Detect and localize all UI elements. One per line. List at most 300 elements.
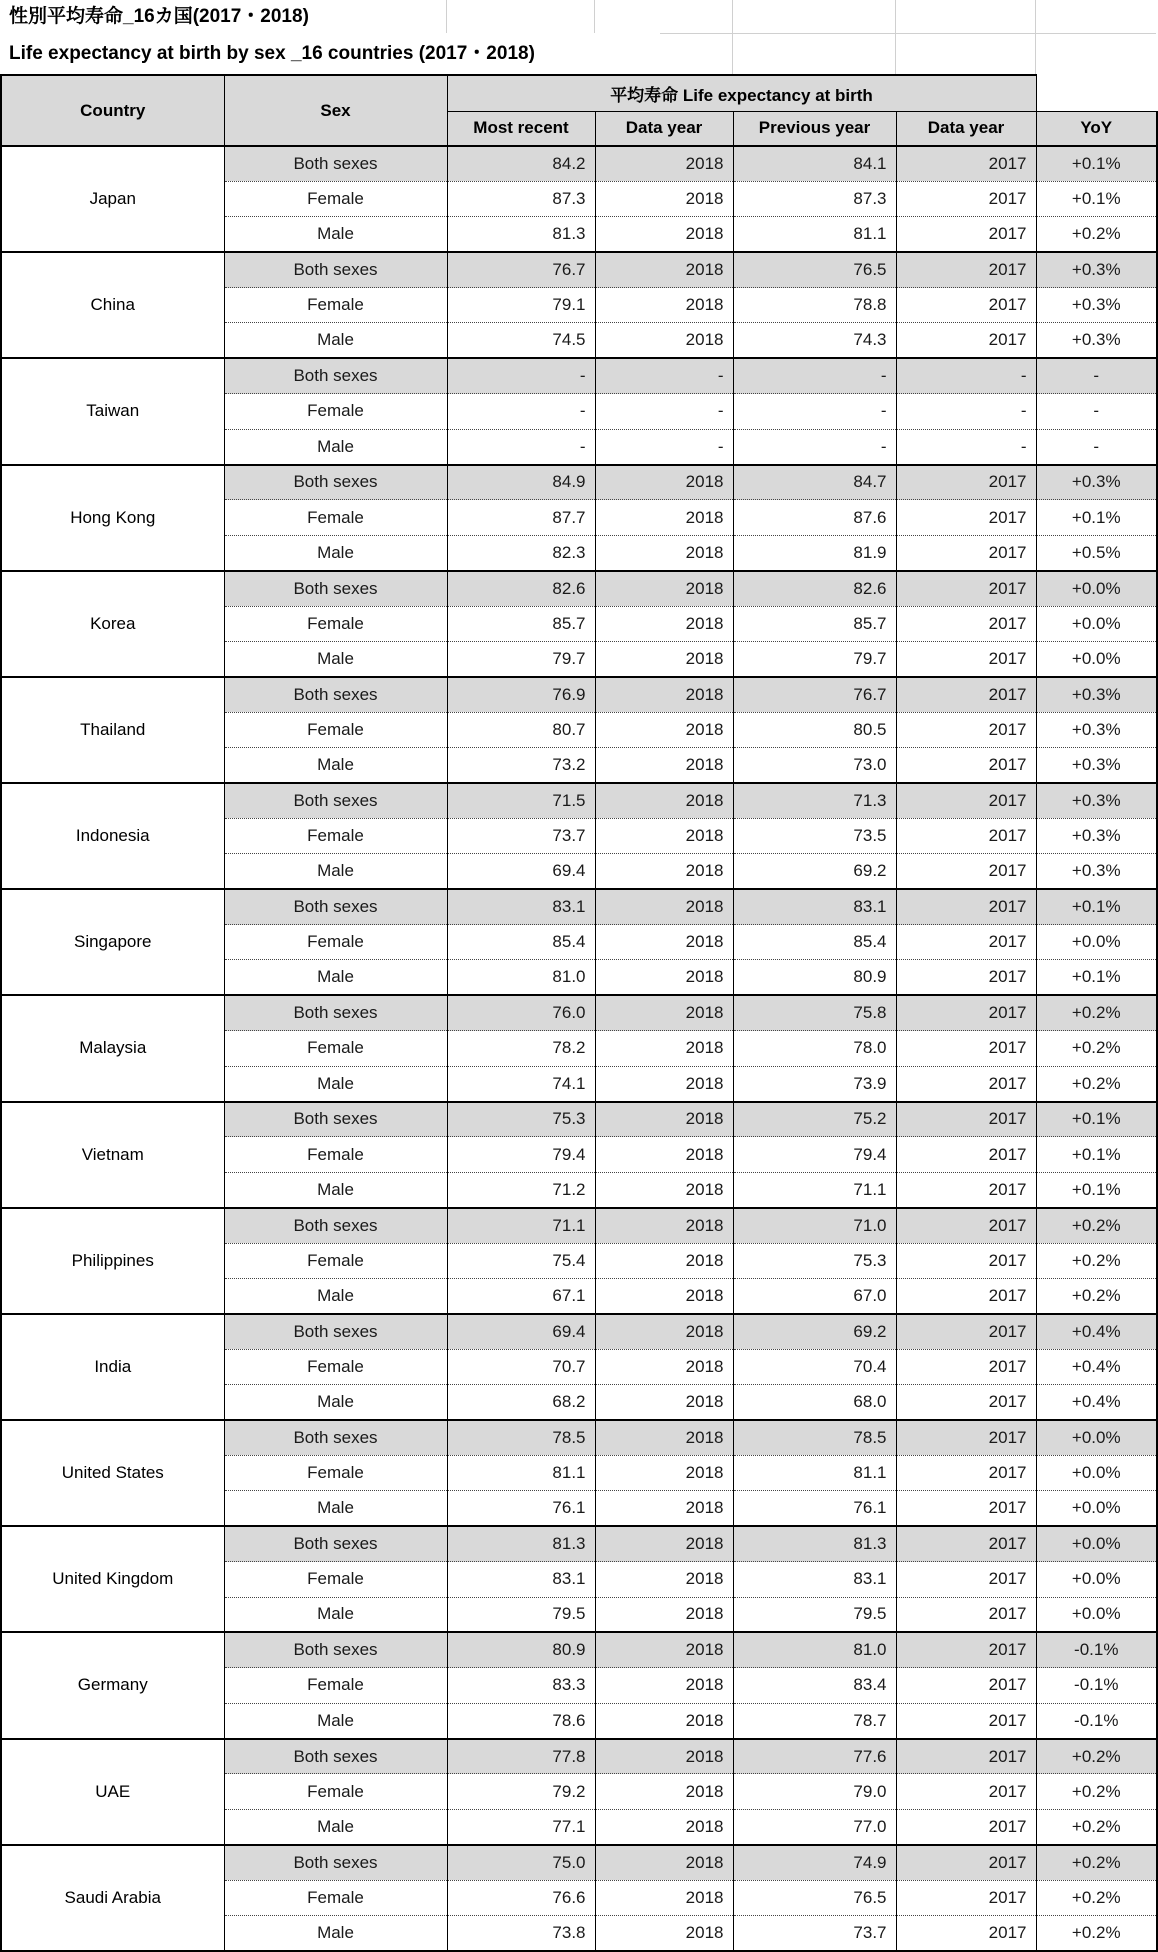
most-recent-cell: 75.3	[447, 1102, 595, 1137]
yoy-cell: +0.1%	[1036, 181, 1157, 216]
previous-year-cell: 73.0	[733, 748, 896, 783]
table-row	[1, 995, 1157, 1030]
yoy-cell: +0.0%	[1036, 925, 1157, 960]
most-recent-cell: 84.9	[447, 465, 595, 500]
previous-year-cell: 83.1	[733, 1562, 896, 1597]
table-row	[1, 1420, 1157, 1455]
data-year-cell: 2018	[595, 1208, 733, 1243]
previous-year-cell: 82.6	[733, 571, 896, 606]
previous-year-cell: 81.0	[733, 1632, 896, 1667]
previous-year-cell: 73.9	[733, 1066, 896, 1101]
yoy-cell: +0.2%	[1036, 995, 1157, 1030]
yoy-cell: +0.1%	[1036, 1102, 1157, 1137]
yoy-cell: -0.1%	[1036, 1668, 1157, 1703]
sex-cell: Male	[224, 429, 447, 464]
yoy-cell: +0.1%	[1036, 1137, 1157, 1172]
previous-year-cell: 76.7	[733, 677, 896, 712]
yoy-column-header: YoY	[1036, 111, 1157, 146]
data-year-cell: 2018	[595, 1774, 733, 1809]
data-year-cell: 2018	[595, 1314, 733, 1349]
yoy-cell: +0.3%	[1036, 677, 1157, 712]
most-recent-cell: -	[447, 394, 595, 429]
sex-cell: Female	[224, 1137, 447, 1172]
data-year-cell: 2018	[595, 1420, 733, 1455]
previous-year-cell: 80.5	[733, 712, 896, 747]
yoy-cell: +0.1%	[1036, 500, 1157, 535]
data-year-cell: 2018	[595, 783, 733, 818]
country-cell: Vietnam	[1, 1102, 224, 1208]
table-body	[1, 146, 1157, 1951]
gridline	[1035, 0, 1036, 74]
data-year-cell: 2018	[595, 288, 733, 323]
most-recent-cell: 74.5	[447, 323, 595, 358]
yoy-cell: +0.2%	[1036, 1031, 1157, 1066]
most-recent-cell: 83.3	[447, 1668, 595, 1703]
sex-cell: Male	[224, 854, 447, 889]
sex-cell: Female	[224, 1031, 447, 1066]
country-column-header: Country	[1, 75, 224, 146]
data-year-cell: 2018	[595, 854, 733, 889]
table-row	[1, 783, 1157, 818]
yoy-cell: +0.4%	[1036, 1314, 1157, 1349]
previous-year-cell: 83.1	[733, 889, 896, 924]
sex-cell: Male	[224, 1491, 447, 1526]
sex-cell: Both sexes	[224, 1526, 447, 1561]
previous-data-year-cell: 2017	[896, 1597, 1036, 1632]
most-recent-cell: 83.1	[447, 889, 595, 924]
most-recent-cell: 81.1	[447, 1455, 595, 1490]
data-year-cell: 2018	[595, 1880, 733, 1915]
table-row	[1, 1526, 1157, 1561]
previous-year-cell: 85.7	[733, 606, 896, 641]
empty-corner-cell	[1036, 75, 1157, 111]
yoy-cell: +0.2%	[1036, 1916, 1157, 1951]
previous-data-year-cell: 2017	[896, 960, 1036, 995]
previous-year-cell: 77.6	[733, 1739, 896, 1774]
data-year-cell: 2018	[595, 925, 733, 960]
data-year-cell: 2018	[595, 1102, 733, 1137]
previous-data-year-cell: 2017	[896, 1774, 1036, 1809]
previous-data-year-cell: 2017	[896, 1668, 1036, 1703]
country-cell: UAE	[1, 1739, 224, 1845]
most-recent-cell: 75.0	[447, 1845, 595, 1880]
most-recent-cell: 69.4	[447, 854, 595, 889]
data-year-cell: 2018	[595, 217, 733, 252]
previous-year-cell: 69.2	[733, 854, 896, 889]
previous-year-cell: 71.3	[733, 783, 896, 818]
previous-year-cell: 75.8	[733, 995, 896, 1030]
data-year-cell: 2018	[595, 1809, 733, 1844]
most-recent-cell: 76.9	[447, 677, 595, 712]
previous-year-cell: 87.6	[733, 500, 896, 535]
sex-cell: Female	[224, 1349, 447, 1384]
yoy-cell: +0.1%	[1036, 960, 1157, 995]
data-year-cell: 2018	[595, 1491, 733, 1526]
previous-year-cell: 70.4	[733, 1349, 896, 1384]
data-year-column-header: Data year	[595, 111, 733, 146]
previous-data-year-cell: 2017	[896, 1066, 1036, 1101]
previous-year-cell: 76.5	[733, 252, 896, 287]
sex-cell: Female	[224, 925, 447, 960]
previous-data-year-cell: 2017	[896, 1314, 1036, 1349]
previous-data-year-cell: 2017	[896, 1632, 1036, 1667]
most-recent-cell: 81.3	[447, 217, 595, 252]
previous-data-year-cell: 2017	[896, 995, 1036, 1030]
data-year-cell: 2018	[595, 465, 733, 500]
sex-cell: Female	[224, 1880, 447, 1915]
yoy-cell: +0.2%	[1036, 1066, 1157, 1101]
gridline	[895, 0, 896, 74]
yoy-cell: -0.1%	[1036, 1703, 1157, 1738]
previous-year-cell: 71.1	[733, 1172, 896, 1207]
most-recent-cell: 76.1	[447, 1491, 595, 1526]
yoy-cell: -	[1036, 394, 1157, 429]
data-year-cell: 2018	[595, 535, 733, 570]
most-recent-cell: 87.7	[447, 500, 595, 535]
previous-year-cell: 79.4	[733, 1137, 896, 1172]
sex-cell: Both sexes	[224, 1420, 447, 1455]
previous-data-year-cell: 2017	[896, 1845, 1036, 1880]
yoy-cell: +0.0%	[1036, 1491, 1157, 1526]
most-recent-cell: 79.4	[447, 1137, 595, 1172]
data-year-cell: 2018	[595, 323, 733, 358]
data-year-cell: -	[595, 429, 733, 464]
data-year-cell: 2018	[595, 1349, 733, 1384]
sex-cell: Both sexes	[224, 1845, 447, 1880]
previous-year-cell: 69.2	[733, 1314, 896, 1349]
previous-data-year-cell: -	[896, 429, 1036, 464]
sex-cell: Both sexes	[224, 1208, 447, 1243]
most-recent-cell: 85.7	[447, 606, 595, 641]
country-cell: India	[1, 1314, 224, 1420]
data-year-cell: 2018	[595, 818, 733, 853]
data-year-cell: 2018	[595, 1243, 733, 1278]
most-recent-cell: 70.7	[447, 1349, 595, 1384]
sex-cell: Female	[224, 606, 447, 641]
yoy-cell: +0.3%	[1036, 854, 1157, 889]
previous-data-year-cell: 2017	[896, 677, 1036, 712]
gridline	[446, 0, 447, 33]
data-year-cell: 2018	[595, 1066, 733, 1101]
previous-data-year-cell: 2017	[896, 1172, 1036, 1207]
most-recent-cell: 78.5	[447, 1420, 595, 1455]
previous-data-year-cell: 2017	[896, 1809, 1036, 1844]
data-year-cell: 2018	[595, 995, 733, 1030]
most-recent-cell: 82.3	[447, 535, 595, 570]
data-year-cell: 2018	[595, 1739, 733, 1774]
previous-year-cell: 80.9	[733, 960, 896, 995]
most-recent-cell: 75.4	[447, 1243, 595, 1278]
previous-data-year-cell: 2017	[896, 571, 1036, 606]
previous-year-cell: 81.9	[733, 535, 896, 570]
previous-data-year-cell: 2017	[896, 889, 1036, 924]
yoy-cell: +0.3%	[1036, 748, 1157, 783]
sex-cell: Female	[224, 181, 447, 216]
yoy-cell: +0.2%	[1036, 1739, 1157, 1774]
data-year-cell: 2018	[595, 181, 733, 216]
sex-cell: Male	[224, 535, 447, 570]
previous-year-cell: 78.0	[733, 1031, 896, 1066]
previous-year-cell: 75.2	[733, 1102, 896, 1137]
sex-cell: Both sexes	[224, 677, 447, 712]
sex-cell: Both sexes	[224, 252, 447, 287]
previous-data-year-cell: 2017	[896, 1208, 1036, 1243]
sex-cell: Male	[224, 1916, 447, 1951]
previous-data-year-cell: 2017	[896, 323, 1036, 358]
most-recent-cell: 79.5	[447, 1597, 595, 1632]
most-recent-cell: 76.6	[447, 1880, 595, 1915]
sex-cell: Female	[224, 394, 447, 429]
previous-year-column-header: Previous year	[733, 111, 896, 146]
previous-year-cell: -	[733, 429, 896, 464]
most-recent-cell: 73.2	[447, 748, 595, 783]
previous-data-year-cell: 2017	[896, 1880, 1036, 1915]
sex-cell: Both sexes	[224, 889, 447, 924]
yoy-cell: +0.3%	[1036, 323, 1157, 358]
life-expectancy-group-header: 平均寿命 Life expectancy at birth	[447, 75, 1036, 111]
sex-cell: Female	[224, 1562, 447, 1597]
previous-data-year-cell: 2017	[896, 1243, 1036, 1278]
table-row	[1, 1314, 1157, 1349]
previous-year-cell: -	[733, 358, 896, 393]
country-cell: Thailand	[1, 677, 224, 783]
table-row	[1, 677, 1157, 712]
previous-year-cell: 79.7	[733, 641, 896, 676]
previous-data-year-cell: 2017	[896, 1455, 1036, 1490]
previous-data-year-cell: 2017	[896, 252, 1036, 287]
country-cell: Malaysia	[1, 995, 224, 1101]
most-recent-cell: 79.7	[447, 641, 595, 676]
previous-year-cell: 78.8	[733, 288, 896, 323]
country-cell: Indonesia	[1, 783, 224, 889]
sex-cell: Male	[224, 641, 447, 676]
sex-cell: Female	[224, 288, 447, 323]
most-recent-cell: -	[447, 358, 595, 393]
most-recent-cell: 69.4	[447, 1314, 595, 1349]
previous-data-year-cell: 2017	[896, 288, 1036, 323]
sex-cell: Both sexes	[224, 571, 447, 606]
yoy-cell: +0.0%	[1036, 1420, 1157, 1455]
previous-year-cell: 73.5	[733, 818, 896, 853]
previous-data-year-cell: 2017	[896, 1385, 1036, 1420]
table-row	[1, 1102, 1157, 1137]
previous-year-cell: 87.3	[733, 181, 896, 216]
sex-cell: Both sexes	[224, 358, 447, 393]
previous-year-cell: 81.1	[733, 1455, 896, 1490]
sex-cell: Male	[224, 1703, 447, 1738]
yoy-cell: +0.1%	[1036, 889, 1157, 924]
yoy-cell: +0.2%	[1036, 1208, 1157, 1243]
previous-data-year-cell: -	[896, 358, 1036, 393]
yoy-cell: +0.4%	[1036, 1385, 1157, 1420]
sex-cell: Both sexes	[224, 783, 447, 818]
sex-cell: Male	[224, 217, 447, 252]
gridline	[594, 0, 595, 33]
table-row	[1, 1208, 1157, 1243]
sex-cell: Both sexes	[224, 1739, 447, 1774]
most-recent-cell: 74.1	[447, 1066, 595, 1101]
data-year-cell: 2018	[595, 1172, 733, 1207]
previous-data-year-cell: 2017	[896, 1279, 1036, 1314]
previous-data-year-cell: 2017	[896, 818, 1036, 853]
previous-data-year-cell: 2017	[896, 465, 1036, 500]
previous-data-year-cell: 2017	[896, 535, 1036, 570]
most-recent-cell: 76.7	[447, 252, 595, 287]
most-recent-cell: 77.1	[447, 1809, 595, 1844]
sex-cell: Male	[224, 323, 447, 358]
most-recent-cell: 82.6	[447, 571, 595, 606]
most-recent-cell: 85.4	[447, 925, 595, 960]
yoy-cell: +0.2%	[1036, 1809, 1157, 1844]
previous-data-year-cell: 2017	[896, 217, 1036, 252]
table-row	[1, 1632, 1157, 1667]
country-cell: Germany	[1, 1632, 224, 1738]
data-year-cell: 2018	[595, 641, 733, 676]
sex-cell: Female	[224, 1774, 447, 1809]
previous-data-year-cell: 2017	[896, 1491, 1036, 1526]
sex-cell: Male	[224, 1066, 447, 1101]
yoy-cell: +0.1%	[1036, 146, 1157, 181]
previous-year-cell: 79.0	[733, 1774, 896, 1809]
previous-year-cell: 75.3	[733, 1243, 896, 1278]
data-year-cell: -	[595, 358, 733, 393]
data-year-cell: 2018	[595, 500, 733, 535]
country-cell: Singapore	[1, 889, 224, 995]
previous-data-year-cell: 2017	[896, 1420, 1036, 1455]
previous-data-year-cell: 2017	[896, 181, 1036, 216]
yoy-cell: +0.4%	[1036, 1349, 1157, 1384]
most-recent-cell: 67.1	[447, 1279, 595, 1314]
data-year-cell: 2018	[595, 1031, 733, 1066]
yoy-cell: +0.3%	[1036, 712, 1157, 747]
table-header	[1, 75, 1157, 146]
data-year-cell: 2018	[595, 1632, 733, 1667]
data-year-cell: 2018	[595, 1668, 733, 1703]
most-recent-cell: 81.3	[447, 1526, 595, 1561]
sex-cell: Female	[224, 712, 447, 747]
data-year-cell: 2018	[595, 1597, 733, 1632]
data-year-cell: 2018	[595, 1137, 733, 1172]
previous-data-year-column-header: Data year	[896, 111, 1036, 146]
sex-cell: Both sexes	[224, 1102, 447, 1137]
data-year-cell: 2018	[595, 1526, 733, 1561]
yoy-cell: +0.2%	[1036, 1279, 1157, 1314]
data-year-cell: 2018	[595, 712, 733, 747]
most-recent-cell: 83.1	[447, 1562, 595, 1597]
sex-cell: Female	[224, 1455, 447, 1490]
sex-cell: Male	[224, 1809, 447, 1844]
data-year-cell: 2018	[595, 146, 733, 181]
previous-year-cell: 74.9	[733, 1845, 896, 1880]
most-recent-cell: 84.2	[447, 146, 595, 181]
most-recent-cell: 71.5	[447, 783, 595, 818]
table-row	[1, 146, 1157, 181]
most-recent-cell: 73.7	[447, 818, 595, 853]
previous-data-year-cell: 2017	[896, 748, 1036, 783]
data-year-cell: 2018	[595, 571, 733, 606]
yoy-cell: -0.1%	[1036, 1632, 1157, 1667]
previous-data-year-cell: 2017	[896, 1703, 1036, 1738]
table-row	[1, 1845, 1157, 1880]
previous-data-year-cell: 2017	[896, 1031, 1036, 1066]
previous-data-year-cell: 2017	[896, 1526, 1036, 1561]
previous-data-year-cell: 2017	[896, 641, 1036, 676]
previous-data-year-cell: 2017	[896, 783, 1036, 818]
data-year-cell: 2018	[595, 1916, 733, 1951]
most-recent-cell: 81.0	[447, 960, 595, 995]
previous-data-year-cell: 2017	[896, 1916, 1036, 1951]
sex-cell: Female	[224, 500, 447, 535]
yoy-cell: +0.5%	[1036, 535, 1157, 570]
sheet-title-japanese: 性別平均寿命_16カ国(2017・2018)	[9, 6, 309, 27]
previous-year-cell: 71.0	[733, 1208, 896, 1243]
yoy-cell: +0.2%	[1036, 1845, 1157, 1880]
country-cell: Japan	[1, 146, 224, 252]
yoy-cell: +0.0%	[1036, 641, 1157, 676]
sex-cell: Male	[224, 960, 447, 995]
data-year-cell: 2018	[595, 1562, 733, 1597]
sex-cell: Both sexes	[224, 1632, 447, 1667]
yoy-cell: +0.0%	[1036, 571, 1157, 606]
most-recent-cell: 79.1	[447, 288, 595, 323]
data-year-cell: -	[595, 394, 733, 429]
most-recent-cell: 78.2	[447, 1031, 595, 1066]
table-row	[1, 465, 1157, 500]
sex-cell: Female	[224, 1668, 447, 1703]
most-recent-column-header: Most recent	[447, 111, 595, 146]
yoy-cell: +0.0%	[1036, 1526, 1157, 1561]
yoy-cell: +0.3%	[1036, 783, 1157, 818]
previous-year-cell: 83.4	[733, 1668, 896, 1703]
previous-year-cell: -	[733, 394, 896, 429]
data-year-cell: 2018	[595, 1279, 733, 1314]
yoy-cell: +0.2%	[1036, 217, 1157, 252]
most-recent-cell: 78.6	[447, 1703, 595, 1738]
data-year-cell: 2018	[595, 1385, 733, 1420]
sex-cell: Female	[224, 818, 447, 853]
previous-data-year-cell: 2017	[896, 606, 1036, 641]
previous-data-year-cell: 2017	[896, 500, 1036, 535]
table-row	[1, 358, 1157, 393]
data-year-cell: 2018	[595, 1455, 733, 1490]
yoy-cell: +0.0%	[1036, 606, 1157, 641]
sex-cell: Both sexes	[224, 465, 447, 500]
previous-year-cell: 77.0	[733, 1809, 896, 1844]
data-year-cell: 2018	[595, 889, 733, 924]
most-recent-cell: 80.7	[447, 712, 595, 747]
sex-cell: Male	[224, 1279, 447, 1314]
most-recent-cell: 76.0	[447, 995, 595, 1030]
sex-cell: Both sexes	[224, 1314, 447, 1349]
table-row	[1, 571, 1157, 606]
previous-year-cell: 76.1	[733, 1491, 896, 1526]
previous-data-year-cell: 2017	[896, 1349, 1036, 1384]
previous-year-cell: 67.0	[733, 1279, 896, 1314]
previous-year-cell: 68.0	[733, 1385, 896, 1420]
sex-cell: Male	[224, 1172, 447, 1207]
most-recent-cell: 71.1	[447, 1208, 595, 1243]
country-cell: China	[1, 252, 224, 358]
yoy-cell: +0.3%	[1036, 288, 1157, 323]
country-cell: United States	[1, 1420, 224, 1526]
table-row	[1, 889, 1157, 924]
yoy-cell: +0.1%	[1036, 1172, 1157, 1207]
most-recent-cell: 71.2	[447, 1172, 595, 1207]
life-expectancy-table	[0, 74, 1158, 1952]
sex-cell: Male	[224, 1385, 447, 1420]
yoy-cell: +0.0%	[1036, 1455, 1157, 1490]
previous-year-cell: 76.5	[733, 1880, 896, 1915]
